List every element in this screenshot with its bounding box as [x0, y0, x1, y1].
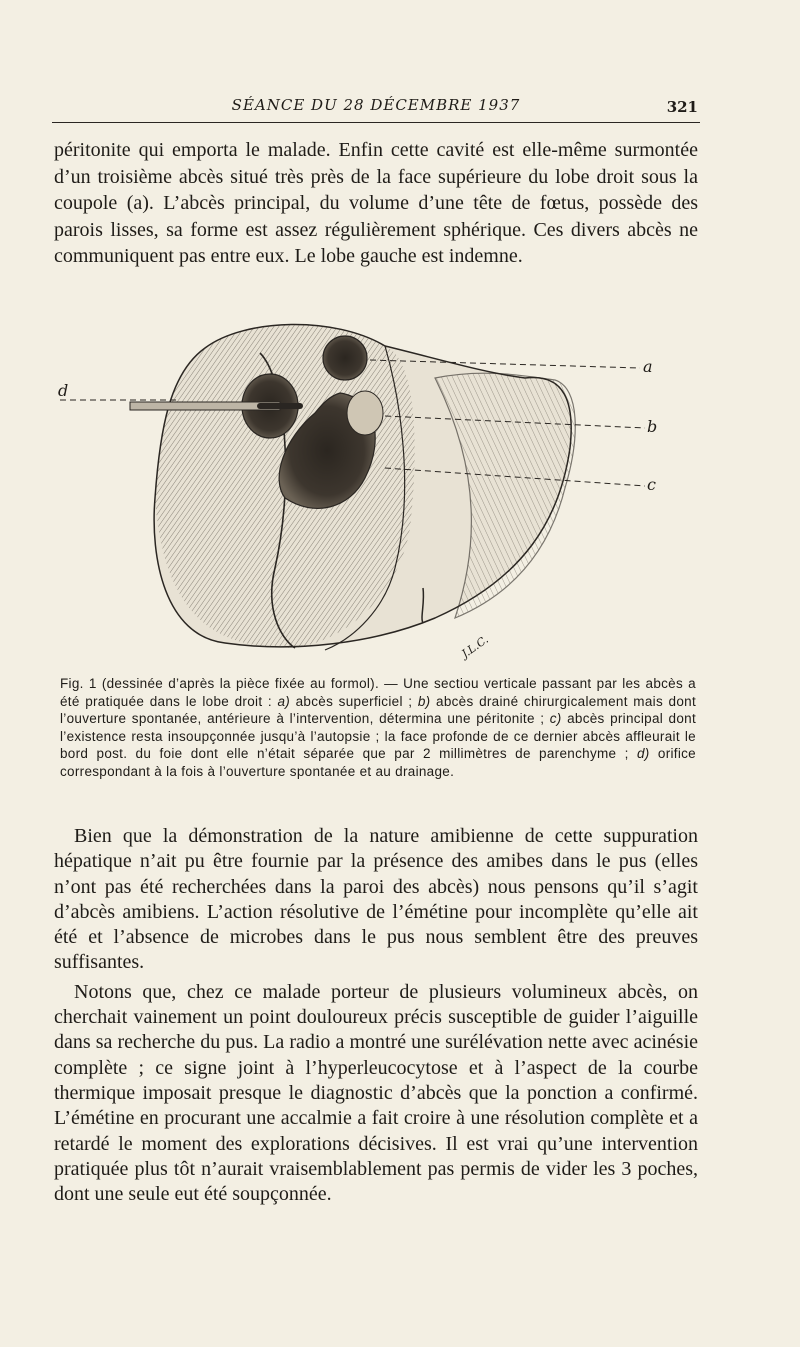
caption-item-b-text: abcès drainé chirurgicalement mais dont l’ouverture spontanée, antérieure à l’intervention, détermina une péritonite ; [60, 693, 697, 726]
figure-caption [60, 675, 696, 780]
artist-signature: J.L.C. [459, 632, 491, 661]
caption-item-c-label: c) [549, 711, 562, 726]
figure-liver-section [55, 318, 695, 666]
body-text-block [54, 824, 698, 1207]
caption-item-c-text: abcès principal dont l’existence resta insoupçonnée jusqu’à l’autopsie ; la face profonde de ce dernier abcès affleurait le bord post. du foie dont elle n’était séparée que par 2 millimètres de parenchyme ; [60, 711, 696, 761]
running-header [52, 96, 700, 123]
caption-item-d-label: d) [636, 746, 650, 761]
body-paragraph-2: Notons que, chez ce malade porteur de plusieurs volumineux abcès, on cherchait vainement un point douloureux précis susceptible de guider l’aiguille dans sa recherche du pus. La radio a montré une surélévation nette avec acinésie complète ; ce signe joint à l’hyperleucocytose et à l’aspect de la courbe thermique imposait presque le diagnostic d’abcès que la ponction a confirmé. L’émétine en procurant une accalmie a fait croire à une résolution complète et a retardé le moment des explorations décisives. Il est vrai qu’une intervention pratiquée plus tôt n’aurait vraisemblablement pas permis de vider les 3 poches, dont une seule eut été soupçonnée. [54, 980, 698, 1206]
liver-illustration [55, 318, 695, 666]
label-a: a [643, 357, 653, 376]
label-c: c [647, 475, 656, 494]
running-title: SÉANCE DU 28 DÉCEMBRE 1937 [231, 96, 521, 114]
caption-lead: Fig. 1 (dessinée d’après la pièce fixée au formol). — Une sectiou verticale passant par les abcès a été pratiquée dans le lobe droit : [60, 676, 696, 709]
caption-item-a-label: a) [277, 693, 291, 709]
body-paragraph-1: Bien que la démonstration de la nature amibienne de cette suppuration hépatique n’ait pu être fournie par la présence des amibes dans le pus (elles n’ont pas été recherchées dans la paroi des abcès) nous pensons qu’il s’agit d’abcès amibiens. L’action résolutive de l’émétine pour incomplète qu’elle ait été et l’absence de microbes dans le pus nous semblent être des preuves suffisantes. [54, 825, 698, 974]
intro-paragraph: péritonite qui emporta le malade. Enfin cette cavité est elle-même surmontée d’un troisième abcès situé très près de la face supérieure du lobe droit sous la coupole (a). L’abcès principal, du volume d’une tête de fœtus, possède des parois lisses, sa forme est assez régulièrement sphérique. Ces divers abcès ne communiquent pas entre eux. Le lobe gauche est indemne. [54, 139, 698, 267]
label-b: b [647, 417, 658, 436]
page-number: 321 [666, 98, 698, 116]
caption-item-a-text: abcès superficiel ; [290, 693, 418, 709]
caption-item-b-label: b) [417, 693, 431, 709]
intro-paragraph-block [54, 137, 698, 270]
label-d: d [58, 381, 69, 400]
caption-item-d-text: orifice correspondant à la fois à l’ouverture spontanée et au drainage. [60, 746, 696, 779]
